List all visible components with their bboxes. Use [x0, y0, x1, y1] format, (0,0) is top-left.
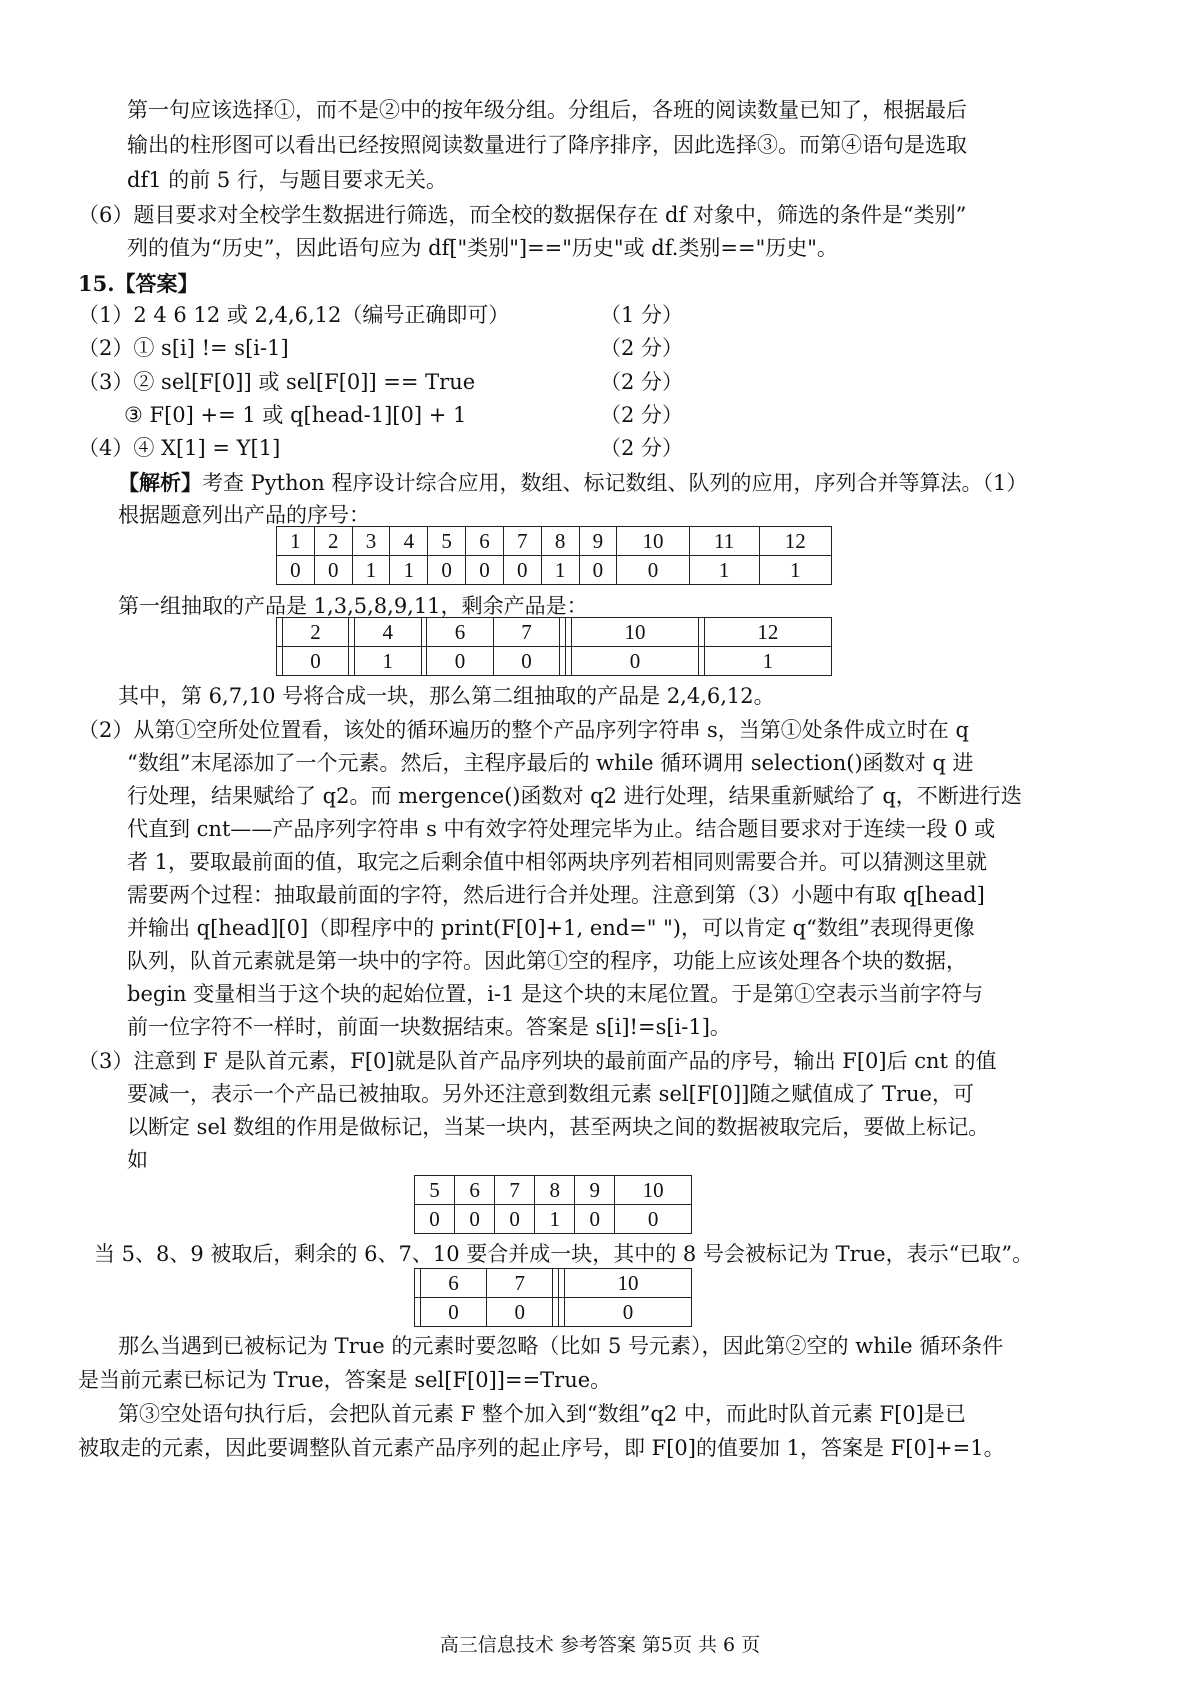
text-line: 被取走的元素，因此要调整队首元素产品序列的起止序号，即 F[0]的值要加 1，答案是 F[0]+=1。 — [78, 1436, 1005, 1460]
table-cell: 6 — [466, 527, 504, 556]
table-cell: 2 — [314, 527, 352, 556]
item3-line: 要减一，表示一个产品已被抽取。另外还注意到数组元素 sel[F[0]]随之赋值成了 True，可 — [127, 1082, 974, 1106]
text-line: 其中，第 6,7,10 号将合成一块，那么第二组抽取的产品是 2,4,6,12。 — [118, 684, 775, 708]
page-footer: 高三信息技术 参考答案 第5页 共 6 页 — [439, 1634, 761, 1656]
analysis-line — [118, 472, 1027, 494]
score: （2 分） — [600, 336, 684, 360]
item2-line: 代直到 cnt——产品序列字符串 s 中有效字符处理完毕为止。结合题目要求对于连续一段 0 或 — [127, 817, 996, 841]
table-cell: 10 — [571, 618, 698, 647]
remaining-products-table — [276, 617, 832, 676]
table-cell: 7 — [495, 1176, 535, 1205]
table-cell: 0 — [575, 1205, 615, 1234]
item2-line: 需要两个过程：抽取最前面的字符，然后进行合并处理。注意到第（3）小题中有取 q[head] — [127, 883, 985, 907]
table-cell: 5 — [428, 527, 466, 556]
table-cell: 0 — [615, 1205, 692, 1234]
text-line: 第一句应该选择①，而不是②中的按年级分组。分组后，各班的阅读数量已知了，根据最后 — [127, 98, 967, 122]
item2-line: “数组”末尾添加了一个元素。然后，主程序最后的 while 循环调用 selection()函数对 q 进 — [127, 751, 974, 775]
table-cell: 0 — [617, 556, 689, 585]
table-cell: 7 — [487, 1269, 553, 1298]
product-sequence-table — [276, 526, 832, 585]
score: （2 分） — [600, 370, 684, 394]
table-cell: 0 — [455, 1205, 495, 1234]
table-cell: 1 — [759, 556, 831, 585]
text-line: 当 5、8、9 被取后，剩余的 6、7、10 要合并成一块，其中的 8 号会被标记为 True，表示“已取”。 — [94, 1242, 1034, 1266]
table-cell: 10 — [565, 1269, 692, 1298]
question-15-heading: 15.【答案】 — [78, 271, 199, 296]
item3-line: （3）注意到 F 是队首元素，F[0]就是队首产品序列块的最前面产品的序号，输出 F[0]后 cnt 的值 — [78, 1049, 997, 1073]
table-cell: 7 — [503, 527, 541, 556]
table-cell: 0 — [314, 556, 352, 585]
item2-line: 并输出 q[head][0]（即程序中的 print(F[0]+1, end=" ")，可以肯定 q“数组”表现得更像 — [127, 916, 975, 940]
item6-line: 列的值为“历史”，因此语句应为 df["类别"]=="历史"或 df.类别=="历史"。 — [127, 236, 838, 260]
table-cell: 4 — [390, 527, 428, 556]
table-cell: 0 — [466, 556, 504, 585]
score: （1 分） — [600, 303, 684, 327]
answer-line: ③ F[0] += 1 或 q[head-1][0] + 1 — [124, 403, 467, 427]
table-cell: 10 — [615, 1176, 692, 1205]
answer-line: （1）2 4 6 12 或 2,4,6,12（编号正确即可） — [78, 303, 510, 327]
table-cell: 12 — [759, 527, 831, 556]
text-line: 是当前元素已标记为 True，答案是 sel[F[0]]==True。 — [78, 1368, 612, 1392]
table-cell: 1 — [355, 647, 421, 676]
merged-block-table — [414, 1268, 692, 1327]
item2-line: 行处理，结果赋给了 q2。而 mergence()函数对 q2 进行处理，结果重新赋给了 q，不断进行迭 — [127, 784, 1022, 808]
table-cell: 1 — [277, 527, 315, 556]
table-cell: 0 — [493, 647, 559, 676]
item2-line: 者 1，要取最前面的值，取完之后剩余值中相邻两块序列若相同则需要合并。可以猜测这里就 — [127, 850, 988, 874]
analysis-label: 【解析】 — [118, 470, 202, 495]
answer-line: （4）④ X[1] = Y[1] — [78, 436, 281, 460]
table-cell: 6 — [427, 618, 493, 647]
table-cell: 10 — [617, 527, 689, 556]
item2-line: 前一位字符不一样时，前面一块数据结束。答案是 s[i]!=s[i-1]。 — [127, 1015, 731, 1039]
table-cell: 0 — [571, 647, 698, 676]
table-cell: 4 — [355, 618, 421, 647]
table-cell: 0 — [487, 1298, 553, 1327]
table-cell: 0 — [427, 647, 493, 676]
text-line: 第③空处语句执行后，会把队首元素 F 整个加入到“数组”q2 中，而此时队首元素 F[0]是已 — [118, 1402, 966, 1426]
table-cell: 5 — [415, 1176, 455, 1205]
table-cell: 0 — [503, 556, 541, 585]
score: （2 分） — [600, 436, 684, 460]
example-block-table — [414, 1175, 692, 1234]
item2-line: begin 变量相当于这个块的起始位置，i-1 是这个块的末尾位置。于是第①空表示当前字符与 — [127, 982, 984, 1006]
table-cell: 0 — [565, 1298, 692, 1327]
analysis-text: 考查 Python 程序设计综合应用，数组、标记数组、队列的应用，序列合并等算法。（1） — [202, 471, 1028, 495]
answer-line: （3）② sel[F[0]] 或 sel[F[0]] == True — [78, 370, 476, 394]
table-cell: 8 — [535, 1176, 575, 1205]
table-cell: 0 — [277, 556, 315, 585]
item3-line: 如 — [127, 1148, 148, 1172]
table-cell: 1 — [535, 1205, 575, 1234]
table-cell: 11 — [689, 527, 759, 556]
table-cell: 2 — [282, 618, 348, 647]
text-line: 那么当遇到已被标记为 True 的元素时要忽略（比如 5 号元素），因此第②空的 while 循环条件 — [118, 1334, 1004, 1358]
table-cell: 9 — [579, 527, 617, 556]
table-cell: 1 — [352, 556, 390, 585]
text-line: df1 的前 5 行，与题目要求无关。 — [127, 168, 447, 192]
table-cell: 0 — [282, 647, 348, 676]
item6-line: （6）题目要求对全校学生数据进行筛选，而全校的数据保存在 df 对象中，筛选的条件是“类别” — [78, 203, 967, 227]
answer-line: （2）① s[i] != s[i-1] — [78, 336, 289, 360]
table-cell: 12 — [704, 618, 831, 647]
text-line: 第一组抽取的产品是 1,3,5,8,9,11，剩余产品是： — [118, 594, 588, 618]
table-cell: 0 — [495, 1205, 535, 1234]
table-cell: 1 — [541, 556, 579, 585]
table-cell: 7 — [493, 618, 559, 647]
table-cell: 1 — [390, 556, 428, 585]
table-cell: 3 — [352, 527, 390, 556]
item2-line: （2）从第①空所处位置看，该处的循环遍历的整个产品序列字符串 s，当第①处条件成立时在 q — [78, 718, 969, 742]
item2-line: 队列，队首元素就是第一块中的字符。因此第①空的程序，功能上应该处理各个块的数据， — [127, 949, 967, 973]
table-cell: 1 — [704, 647, 831, 676]
table-cell: 6 — [455, 1176, 495, 1205]
table-cell: 0 — [579, 556, 617, 585]
table-cell: 9 — [575, 1176, 615, 1205]
table-cell: 6 — [420, 1269, 486, 1298]
table-cell: 8 — [541, 527, 579, 556]
analysis-line: 根据题意列出产品的序号： — [118, 503, 370, 527]
table-cell: 0 — [428, 556, 466, 585]
table-cell: 0 — [420, 1298, 486, 1327]
score: （2 分） — [600, 403, 684, 427]
table-cell: 0 — [415, 1205, 455, 1234]
text-line: 输出的柱形图可以看出已经按照阅读数量进行了降序排序，因此选择③。而第④语句是选取 — [127, 133, 967, 157]
table-cell: 1 — [689, 556, 759, 585]
item3-line: 以断定 sel 数组的作用是做标记，当某一块内，甚至两块之间的数据被取完后，要做上标记。 — [127, 1115, 990, 1139]
